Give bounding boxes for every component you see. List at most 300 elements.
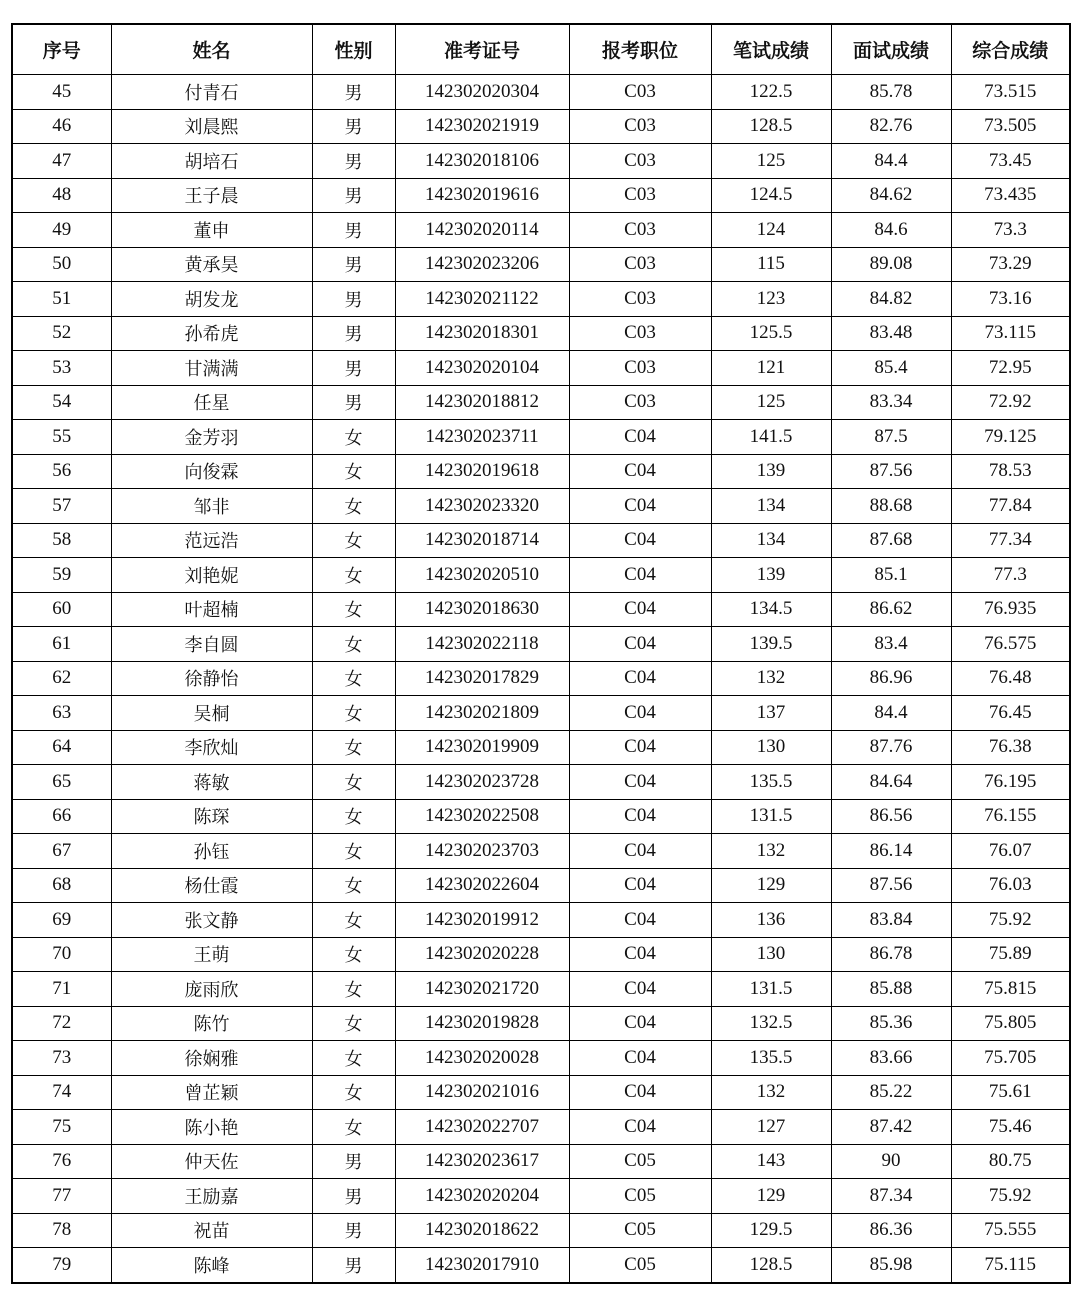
interview-score-cell: 85.1 (831, 558, 951, 593)
interview-score-cell: 86.78 (831, 937, 951, 972)
name-cell: 孙希虎 (111, 316, 312, 351)
ticket-number-cell: 142302020028 (395, 1041, 569, 1076)
header-cell-interview-score: 面试成绩 (831, 24, 951, 75)
seq-cell: 46 (12, 109, 111, 144)
interview-score-cell: 86.14 (831, 834, 951, 869)
total-score-cell: 75.92 (951, 1179, 1070, 1214)
table-row (12, 1213, 1070, 1248)
table-row (12, 213, 1070, 248)
table-row (12, 178, 1070, 213)
table-row (12, 489, 1070, 524)
interview-score-cell: 84.64 (831, 765, 951, 800)
seq-cell: 65 (12, 765, 111, 800)
written-score-cell: 132.5 (711, 1006, 831, 1041)
gender-cell: 女 (312, 420, 395, 455)
name-cell: 徐静怡 (111, 661, 312, 696)
position-cell: C04 (569, 661, 711, 696)
table-row (12, 696, 1070, 731)
header-cell-seq: 序号 (12, 24, 111, 75)
written-score-cell: 141.5 (711, 420, 831, 455)
written-score-cell: 125.5 (711, 316, 831, 351)
interview-score-cell: 84.62 (831, 178, 951, 213)
position-cell: C03 (569, 178, 711, 213)
written-score-cell: 132 (711, 661, 831, 696)
ticket-number-cell: 142302017829 (395, 661, 569, 696)
total-score-cell: 75.46 (951, 1110, 1070, 1145)
written-score-cell: 132 (711, 1075, 831, 1110)
gender-cell: 女 (312, 558, 395, 593)
interview-score-cell: 83.66 (831, 1041, 951, 1076)
seq-cell: 45 (12, 75, 111, 110)
gender-cell: 女 (312, 799, 395, 834)
total-score-cell: 76.155 (951, 799, 1070, 834)
name-cell: 陈琛 (111, 799, 312, 834)
gender-cell: 男 (312, 1179, 395, 1214)
position-cell: C03 (569, 144, 711, 179)
total-score-cell: 76.45 (951, 696, 1070, 731)
gender-cell: 男 (312, 282, 395, 317)
gender-cell: 女 (312, 696, 395, 731)
name-cell: 邹非 (111, 489, 312, 524)
total-score-cell: 76.03 (951, 868, 1070, 903)
position-cell: C04 (569, 454, 711, 489)
position-cell: C04 (569, 903, 711, 938)
interview-score-cell: 86.56 (831, 799, 951, 834)
interview-score-cell: 85.78 (831, 75, 951, 110)
seq-cell: 63 (12, 696, 111, 731)
table-row (12, 75, 1070, 110)
total-score-cell: 75.92 (951, 903, 1070, 938)
name-cell: 陈竹 (111, 1006, 312, 1041)
interview-score-cell: 83.34 (831, 385, 951, 420)
ticket-number-cell: 142302019616 (395, 178, 569, 213)
seq-cell: 56 (12, 454, 111, 489)
ticket-number-cell: 142302018622 (395, 1213, 569, 1248)
position-cell: C04 (569, 730, 711, 765)
table-row (12, 454, 1070, 489)
name-cell: 徐娴雅 (111, 1041, 312, 1076)
gender-cell: 女 (312, 1006, 395, 1041)
seq-cell: 74 (12, 1075, 111, 1110)
total-score-cell: 73.515 (951, 75, 1070, 110)
table-row (12, 834, 1070, 869)
written-score-cell: 135.5 (711, 1041, 831, 1076)
position-cell: C04 (569, 523, 711, 558)
ticket-number-cell: 142302020228 (395, 937, 569, 972)
interview-score-cell: 88.68 (831, 489, 951, 524)
interview-score-cell: 90 (831, 1144, 951, 1179)
gender-cell: 男 (312, 109, 395, 144)
total-score-cell: 72.95 (951, 351, 1070, 386)
ticket-number-cell: 142302017910 (395, 1248, 569, 1283)
total-score-cell: 73.29 (951, 247, 1070, 282)
name-cell: 向俊霖 (111, 454, 312, 489)
interview-score-cell: 87.34 (831, 1179, 951, 1214)
total-score-cell: 73.45 (951, 144, 1070, 179)
gender-cell: 女 (312, 937, 395, 972)
position-cell: C03 (569, 385, 711, 420)
gender-cell: 女 (312, 661, 395, 696)
table-row (12, 316, 1070, 351)
written-score-cell: 125 (711, 385, 831, 420)
header-cell-ticket-number: 准考证号 (395, 24, 569, 75)
seq-cell: 66 (12, 799, 111, 834)
header-cell-name: 姓名 (111, 24, 312, 75)
gender-cell: 女 (312, 972, 395, 1007)
gender-cell: 男 (312, 178, 395, 213)
table-row (12, 109, 1070, 144)
header-cell-gender: 性别 (312, 24, 395, 75)
seq-cell: 55 (12, 420, 111, 455)
gender-cell: 男 (312, 75, 395, 110)
gender-cell: 女 (312, 730, 395, 765)
gender-cell: 女 (312, 765, 395, 800)
written-score-cell: 130 (711, 937, 831, 972)
written-score-cell: 123 (711, 282, 831, 317)
ticket-number-cell: 142302022118 (395, 627, 569, 662)
ticket-number-cell: 142302023728 (395, 765, 569, 800)
table-row (12, 385, 1070, 420)
name-cell: 张文静 (111, 903, 312, 938)
written-score-cell: 137 (711, 696, 831, 731)
interview-score-cell: 86.62 (831, 592, 951, 627)
interview-score-cell: 85.4 (831, 351, 951, 386)
name-cell: 孙钰 (111, 834, 312, 869)
name-cell: 刘晨熙 (111, 109, 312, 144)
table-row (12, 523, 1070, 558)
gender-cell: 女 (312, 489, 395, 524)
table-row (12, 247, 1070, 282)
table-row (12, 765, 1070, 800)
interview-score-cell: 83.84 (831, 903, 951, 938)
total-score-cell: 75.61 (951, 1075, 1070, 1110)
name-cell: 庞雨欣 (111, 972, 312, 1007)
name-cell: 王励嘉 (111, 1179, 312, 1214)
ticket-number-cell: 142302019618 (395, 454, 569, 489)
position-cell: C04 (569, 868, 711, 903)
total-score-cell: 76.195 (951, 765, 1070, 800)
ticket-number-cell: 142302018106 (395, 144, 569, 179)
name-cell: 李欣灿 (111, 730, 312, 765)
position-cell: C03 (569, 282, 711, 317)
interview-score-cell: 85.88 (831, 972, 951, 1007)
total-score-cell: 76.07 (951, 834, 1070, 869)
seq-cell: 51 (12, 282, 111, 317)
name-cell: 叶超楠 (111, 592, 312, 627)
ticket-number-cell: 142302021016 (395, 1075, 569, 1110)
table-row (12, 903, 1070, 938)
position-cell: C04 (569, 696, 711, 731)
ticket-number-cell: 142302019828 (395, 1006, 569, 1041)
gender-cell: 男 (312, 144, 395, 179)
total-score-cell: 75.705 (951, 1041, 1070, 1076)
name-cell: 董申 (111, 213, 312, 248)
gender-cell: 女 (312, 523, 395, 558)
table-row (12, 282, 1070, 317)
table-row (12, 799, 1070, 834)
name-cell: 李自圆 (111, 627, 312, 662)
header-cell-position: 报考职位 (569, 24, 711, 75)
ticket-number-cell: 142302023703 (395, 834, 569, 869)
seq-cell: 58 (12, 523, 111, 558)
position-cell: C04 (569, 1041, 711, 1076)
interview-score-cell: 87.56 (831, 868, 951, 903)
table-row (12, 1075, 1070, 1110)
position-cell: C04 (569, 937, 711, 972)
written-score-cell: 135.5 (711, 765, 831, 800)
position-cell: C03 (569, 109, 711, 144)
position-cell: C03 (569, 316, 711, 351)
interview-score-cell: 86.36 (831, 1213, 951, 1248)
total-score-cell: 77.84 (951, 489, 1070, 524)
name-cell: 甘满满 (111, 351, 312, 386)
ticket-number-cell: 142302018714 (395, 523, 569, 558)
ticket-number-cell: 142302020114 (395, 213, 569, 248)
position-cell: C03 (569, 247, 711, 282)
ticket-number-cell: 142302023206 (395, 247, 569, 282)
seq-cell: 50 (12, 247, 111, 282)
table-row (12, 351, 1070, 386)
written-score-cell: 127 (711, 1110, 831, 1145)
written-score-cell: 122.5 (711, 75, 831, 110)
position-cell: C05 (569, 1179, 711, 1214)
name-cell: 祝苗 (111, 1213, 312, 1248)
written-score-cell: 130 (711, 730, 831, 765)
table-row (12, 592, 1070, 627)
name-cell: 陈小艳 (111, 1110, 312, 1145)
name-cell: 杨仕霞 (111, 868, 312, 903)
position-cell: C04 (569, 765, 711, 800)
interview-score-cell: 87.56 (831, 454, 951, 489)
gender-cell: 男 (312, 1248, 395, 1283)
written-score-cell: 129 (711, 1179, 831, 1214)
total-score-cell: 75.805 (951, 1006, 1070, 1041)
seq-cell: 59 (12, 558, 111, 593)
written-score-cell: 134.5 (711, 592, 831, 627)
name-cell: 仲天佐 (111, 1144, 312, 1179)
seq-cell: 53 (12, 351, 111, 386)
total-score-cell: 75.815 (951, 972, 1070, 1007)
seq-cell: 70 (12, 937, 111, 972)
written-score-cell: 139 (711, 454, 831, 489)
total-score-cell: 79.125 (951, 420, 1070, 455)
total-score-cell: 77.3 (951, 558, 1070, 593)
written-score-cell: 136 (711, 903, 831, 938)
ticket-number-cell: 142302018812 (395, 385, 569, 420)
interview-score-cell: 82.76 (831, 109, 951, 144)
ticket-number-cell: 142302020204 (395, 1179, 569, 1214)
written-score-cell: 139 (711, 558, 831, 593)
name-cell: 蒋敏 (111, 765, 312, 800)
table-row (12, 1248, 1070, 1283)
interview-score-cell: 84.4 (831, 696, 951, 731)
gender-cell: 男 (312, 247, 395, 282)
table-row (12, 937, 1070, 972)
seq-cell: 69 (12, 903, 111, 938)
interview-score-cell: 87.5 (831, 420, 951, 455)
written-score-cell: 129 (711, 868, 831, 903)
gender-cell: 女 (312, 454, 395, 489)
position-cell: C04 (569, 1075, 711, 1110)
seq-cell: 76 (12, 1144, 111, 1179)
name-cell: 金芳羽 (111, 420, 312, 455)
written-score-cell: 124.5 (711, 178, 831, 213)
interview-score-cell: 84.4 (831, 144, 951, 179)
ticket-number-cell: 142302022508 (395, 799, 569, 834)
gender-cell: 女 (312, 868, 395, 903)
interview-score-cell: 86.96 (831, 661, 951, 696)
seq-cell: 68 (12, 868, 111, 903)
ticket-number-cell: 142302018630 (395, 592, 569, 627)
score-table (11, 23, 1071, 1284)
name-cell: 吴桐 (111, 696, 312, 731)
ticket-number-cell: 142302020510 (395, 558, 569, 593)
written-score-cell: 115 (711, 247, 831, 282)
seq-cell: 73 (12, 1041, 111, 1076)
total-score-cell: 76.48 (951, 661, 1070, 696)
interview-score-cell: 85.98 (831, 1248, 951, 1283)
table-row (12, 420, 1070, 455)
total-score-cell: 75.89 (951, 937, 1070, 972)
written-score-cell: 131.5 (711, 972, 831, 1007)
interview-score-cell: 89.08 (831, 247, 951, 282)
total-score-cell: 76.38 (951, 730, 1070, 765)
gender-cell: 男 (312, 213, 395, 248)
position-cell: C04 (569, 1006, 711, 1041)
total-score-cell: 72.92 (951, 385, 1070, 420)
position-cell: C04 (569, 420, 711, 455)
name-cell: 陈峰 (111, 1248, 312, 1283)
name-cell: 范远浩 (111, 523, 312, 558)
header-cell-total-score: 综合成绩 (951, 24, 1070, 75)
written-score-cell: 128.5 (711, 109, 831, 144)
seq-cell: 62 (12, 661, 111, 696)
total-score-cell: 76.935 (951, 592, 1070, 627)
ticket-number-cell: 142302021919 (395, 109, 569, 144)
gender-cell: 男 (312, 1144, 395, 1179)
gender-cell: 男 (312, 316, 395, 351)
ticket-number-cell: 142302020104 (395, 351, 569, 386)
seq-cell: 57 (12, 489, 111, 524)
table-row (12, 627, 1070, 662)
seq-cell: 60 (12, 592, 111, 627)
seq-cell: 61 (12, 627, 111, 662)
table-row (12, 1179, 1070, 1214)
position-cell: C03 (569, 351, 711, 386)
written-score-cell: 143 (711, 1144, 831, 1179)
seq-cell: 54 (12, 385, 111, 420)
total-score-cell: 77.34 (951, 523, 1070, 558)
name-cell: 任星 (111, 385, 312, 420)
written-score-cell: 132 (711, 834, 831, 869)
written-score-cell: 134 (711, 523, 831, 558)
name-cell: 王萌 (111, 937, 312, 972)
written-score-cell: 131.5 (711, 799, 831, 834)
total-score-cell: 73.435 (951, 178, 1070, 213)
ticket-number-cell: 142302023320 (395, 489, 569, 524)
interview-score-cell: 83.4 (831, 627, 951, 662)
table-body (12, 75, 1070, 1283)
ticket-number-cell: 142302020304 (395, 75, 569, 110)
total-score-cell: 78.53 (951, 454, 1070, 489)
written-score-cell: 139.5 (711, 627, 831, 662)
seq-cell: 47 (12, 144, 111, 179)
position-cell: C04 (569, 972, 711, 1007)
position-cell: C04 (569, 1110, 711, 1145)
table-row (12, 1006, 1070, 1041)
seq-cell: 77 (12, 1179, 111, 1214)
seq-cell: 78 (12, 1213, 111, 1248)
name-cell: 刘艳妮 (111, 558, 312, 593)
position-cell: C05 (569, 1248, 711, 1283)
interview-score-cell: 85.36 (831, 1006, 951, 1041)
table-row (12, 1144, 1070, 1179)
ticket-number-cell: 142302019909 (395, 730, 569, 765)
table-header-row (12, 24, 1070, 75)
written-score-cell: 134 (711, 489, 831, 524)
name-cell: 胡发龙 (111, 282, 312, 317)
total-score-cell: 75.555 (951, 1213, 1070, 1248)
table-row (12, 730, 1070, 765)
total-score-cell: 75.115 (951, 1248, 1070, 1283)
seq-cell: 72 (12, 1006, 111, 1041)
gender-cell: 男 (312, 351, 395, 386)
table-row (12, 558, 1070, 593)
table-row (12, 1110, 1070, 1145)
interview-score-cell: 84.82 (831, 282, 951, 317)
name-cell: 黄承昊 (111, 247, 312, 282)
seq-cell: 67 (12, 834, 111, 869)
interview-score-cell: 87.42 (831, 1110, 951, 1145)
position-cell: C04 (569, 558, 711, 593)
ticket-number-cell: 142302022604 (395, 868, 569, 903)
ticket-number-cell: 142302021122 (395, 282, 569, 317)
ticket-number-cell: 142302019912 (395, 903, 569, 938)
ticket-number-cell: 142302023617 (395, 1144, 569, 1179)
total-score-cell: 80.75 (951, 1144, 1070, 1179)
total-score-cell: 73.115 (951, 316, 1070, 351)
table-row (12, 972, 1070, 1007)
seq-cell: 49 (12, 213, 111, 248)
seq-cell: 64 (12, 730, 111, 765)
ticket-number-cell: 142302022707 (395, 1110, 569, 1145)
gender-cell: 女 (312, 1075, 395, 1110)
total-score-cell: 73.16 (951, 282, 1070, 317)
seq-cell: 79 (12, 1248, 111, 1283)
table-row (12, 144, 1070, 179)
name-cell: 曾芷颖 (111, 1075, 312, 1110)
name-cell: 付青石 (111, 75, 312, 110)
name-cell: 胡培石 (111, 144, 312, 179)
position-cell: C04 (569, 627, 711, 662)
interview-score-cell: 85.22 (831, 1075, 951, 1110)
gender-cell: 女 (312, 1041, 395, 1076)
written-score-cell: 124 (711, 213, 831, 248)
ticket-number-cell: 142302021809 (395, 696, 569, 731)
gender-cell: 女 (312, 1110, 395, 1145)
table-row (12, 868, 1070, 903)
seq-cell: 48 (12, 178, 111, 213)
seq-cell: 71 (12, 972, 111, 1007)
position-cell: C03 (569, 75, 711, 110)
interview-score-cell: 87.68 (831, 523, 951, 558)
interview-score-cell: 83.48 (831, 316, 951, 351)
position-cell: C05 (569, 1144, 711, 1179)
ticket-number-cell: 142302023711 (395, 420, 569, 455)
total-score-cell: 73.505 (951, 109, 1070, 144)
seq-cell: 52 (12, 316, 111, 351)
position-cell: C04 (569, 799, 711, 834)
